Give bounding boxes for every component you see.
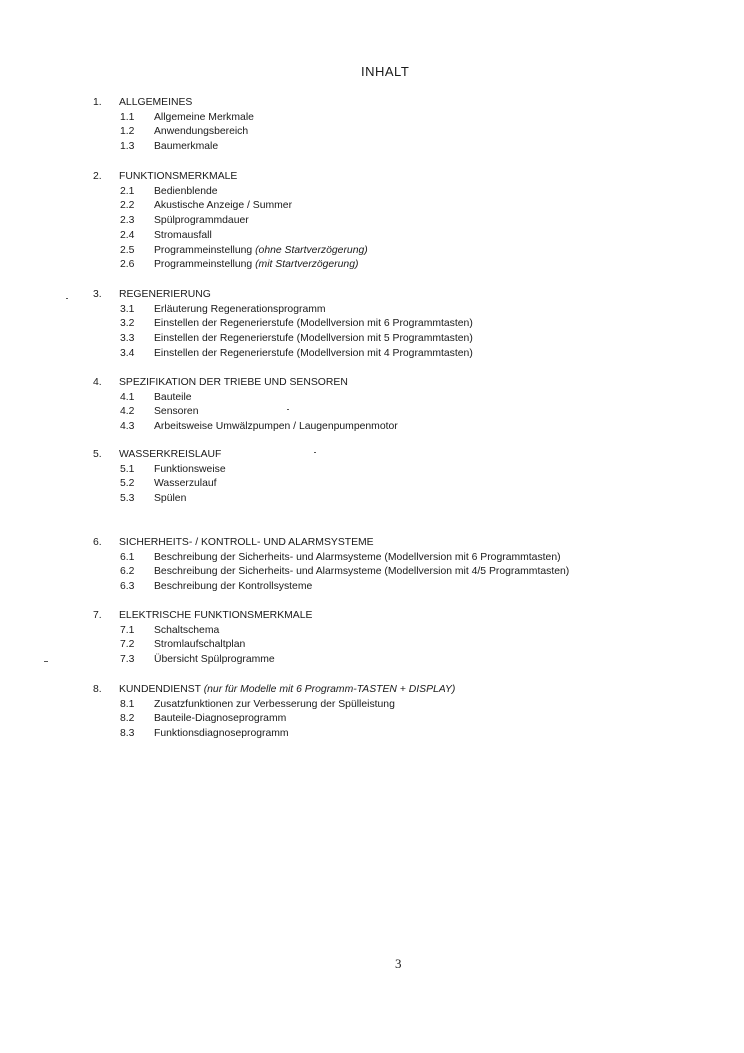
entry-title — [154, 405, 198, 419]
section-title-note: (nur für Modelle mit 6 Programm-TASTEN + DISPLAY) — [203, 684, 456, 695]
entry-title-text: Wasserzulauf — [154, 478, 217, 490]
section-title-text: SPEZIFIKATION DER TRIEBE UND SENSOREN — [119, 377, 348, 388]
scan-speck — [287, 409, 289, 410]
toc-entry — [0, 580, 744, 594]
entry-title — [154, 199, 292, 213]
entry-number: 3.4 — [120, 347, 135, 359]
scan-speck — [44, 661, 48, 662]
entry-title-text: Funktionsdiagnoseprogramm — [154, 728, 289, 740]
entry-title-text: Bauteile-Diagnoseprogramm — [154, 713, 287, 725]
entry-title — [154, 653, 275, 667]
entry-number: 2.6 — [120, 259, 135, 271]
entry-title-text: Bauteile — [154, 391, 192, 403]
entry-number: 7.3 — [120, 654, 135, 666]
entry-title — [154, 303, 326, 317]
entry-number: 4.3 — [120, 421, 135, 433]
section-title-text: ELEKTRISCHE FUNKTIONSMERKMALE — [119, 610, 313, 621]
entry-number: 5.3 — [120, 493, 135, 505]
entry-title-text: Spülen — [154, 493, 187, 505]
page-title: INHALT — [361, 64, 410, 79]
toc-entry — [0, 698, 744, 712]
section-heading — [0, 96, 744, 110]
entry-number: 2.1 — [120, 185, 135, 197]
section-number: 8. — [93, 684, 102, 695]
entry-title-text: Erläuterung Regenerationsprogramm — [154, 303, 326, 315]
entry-number: 1.3 — [120, 141, 135, 153]
entry-title-text: Programmeinstellung — [154, 244, 253, 256]
toc-entry — [0, 214, 744, 228]
entry-title — [154, 185, 218, 199]
toc-entry — [0, 258, 744, 272]
entry-title — [154, 477, 217, 491]
entry-title-text: Anwendungsbereich — [154, 126, 249, 138]
section-number: 6. — [93, 537, 102, 548]
toc-entry — [0, 303, 744, 317]
toc-entry — [0, 653, 744, 667]
entry-title — [154, 420, 398, 434]
entry-title — [154, 111, 254, 125]
entry-title-text: Bedienblende — [154, 185, 218, 197]
toc-entry — [0, 125, 744, 139]
toc-entry — [0, 477, 744, 491]
section-title — [119, 288, 211, 302]
entry-title-note: (mit Startverzögerung) — [255, 259, 359, 271]
entry-number: 5.1 — [120, 463, 135, 475]
entry-title-text: Schaltschema — [154, 624, 220, 636]
entry-title-text: Funktionsweise — [154, 463, 226, 475]
toc-entry — [0, 332, 744, 346]
entry-number: 6.1 — [120, 551, 135, 563]
entry-title-text: Arbeitsweise Umwälzpumpen / Laugenpumpenmotor — [154, 421, 398, 433]
entry-number: 2.4 — [120, 229, 135, 241]
entry-title — [154, 638, 245, 652]
entry-title-text: Übersicht Spülprogramme — [154, 654, 275, 666]
section-title-text: SICHERHEITS- / KONTROLL- UND ALARMSYSTEME — [119, 537, 374, 548]
section-title-text: KUNDENDIENST — [119, 684, 201, 695]
entry-title-text: Stromlaufschaltplan — [154, 639, 246, 651]
scan-speck — [314, 452, 316, 453]
section-title-text: ALLGEMEINES — [119, 97, 193, 108]
toc-entry — [0, 347, 744, 361]
entry-number: 4.1 — [120, 391, 135, 403]
scan-speck — [66, 298, 68, 299]
entry-title-text: Stromausfall — [154, 229, 212, 241]
entry-title — [154, 492, 186, 506]
entry-title — [154, 727, 289, 741]
entry-number: 3.3 — [120, 333, 135, 345]
section-title — [119, 170, 237, 184]
entry-title-text: Einstellen der Regenerierstufe (Modellversion mit 4 Programmtasten) — [154, 347, 473, 359]
entry-title — [154, 317, 473, 331]
entry-number: 6.3 — [120, 581, 135, 593]
toc-entry — [0, 712, 744, 726]
entry-title — [154, 624, 219, 638]
toc-entry — [0, 551, 744, 565]
entry-title — [154, 698, 395, 712]
entry-title — [154, 229, 212, 243]
section-heading — [0, 609, 744, 623]
entry-number: 1.1 — [120, 111, 135, 123]
entry-title — [154, 463, 226, 477]
section-title — [119, 96, 192, 110]
toc-entry — [0, 420, 744, 434]
toc-entry — [0, 463, 744, 477]
toc-entry — [0, 244, 744, 258]
toc-entry — [0, 199, 744, 213]
section-heading — [0, 683, 744, 697]
toc-entry — [0, 391, 744, 405]
section-title — [119, 376, 348, 390]
entry-number: 5.2 — [120, 478, 135, 490]
entry-title — [154, 565, 569, 579]
toc-entry — [0, 111, 744, 125]
toc-entry — [0, 624, 744, 638]
entry-title — [154, 391, 192, 405]
section-number: 7. — [93, 610, 102, 621]
entry-title-text: Einstellen der Regenerierstufe (Modellversion mit 5 Programmtasten) — [154, 333, 473, 345]
section-heading — [0, 288, 744, 302]
toc-entry — [0, 317, 744, 331]
entry-number: 3.2 — [120, 318, 135, 330]
section-title-text: WASSERKREISLAUF — [119, 449, 222, 460]
section-title-text: FUNKTIONSMERKMALE — [119, 171, 238, 182]
entry-number: 2.3 — [120, 215, 135, 227]
toc-entry — [0, 185, 744, 199]
entry-number: 2.5 — [120, 244, 135, 256]
entry-number: 6.2 — [120, 566, 135, 578]
section-number: 2. — [93, 171, 102, 182]
section-title — [119, 683, 455, 697]
entry-title-text: Baumerkmale — [154, 141, 219, 153]
toc-entry — [0, 727, 744, 741]
entry-title-text: Spülprogrammdauer — [154, 215, 249, 227]
entry-number: 4.2 — [120, 406, 135, 418]
entry-title-text: Beschreibung der Sicherheits- und Alarmsysteme (Modellversion mit 4/5 Programmtasten) — [154, 566, 570, 578]
entry-title-text: Einstellen der Regenerierstufe (Modellversion mit 6 Programmtasten) — [154, 318, 473, 330]
toc-entry — [0, 229, 744, 243]
entry-title — [154, 551, 561, 565]
section-title — [119, 448, 221, 462]
entry-number: 2.2 — [120, 200, 135, 212]
section-heading — [0, 376, 744, 390]
section-title-text: REGENERIERUNG — [119, 289, 211, 300]
toc-entry — [0, 405, 744, 419]
section-heading — [0, 536, 744, 550]
entry-number: 7.2 — [120, 639, 135, 651]
section-number: 3. — [93, 289, 102, 300]
entry-title-text: Akustische Anzeige / Summer — [154, 200, 293, 212]
section-heading — [0, 170, 744, 184]
entry-number: 7.1 — [120, 624, 135, 636]
entry-number: 3.1 — [120, 303, 135, 315]
entry-title — [154, 347, 473, 361]
entry-title-text: Beschreibung der Kontrollsysteme — [154, 581, 313, 593]
entry-title — [154, 712, 286, 726]
section-title — [119, 536, 374, 550]
toc-entry — [0, 492, 744, 506]
entry-number: 8.1 — [120, 698, 135, 710]
section-number: 5. — [93, 449, 102, 460]
toc-entry — [0, 638, 744, 652]
entry-number: 8.2 — [120, 713, 135, 725]
section-number: 1. — [93, 97, 102, 108]
entry-title-text: Zusatzfunktionen zur Verbesserung der Spülleistung — [154, 698, 395, 710]
toc-entry — [0, 565, 744, 579]
entry-title-note: (ohne Startverzögerung) — [255, 244, 368, 256]
entry-title-text: Beschreibung der Sicherheits- und Alarmsysteme (Modellversion mit 6 Programmtasten) — [154, 551, 561, 563]
toc-entry — [0, 140, 744, 154]
entry-title — [154, 244, 368, 258]
entry-title — [154, 332, 473, 346]
page-number: 3 — [395, 956, 402, 971]
section-heading — [0, 448, 744, 462]
entry-title-text: Sensoren — [154, 406, 199, 418]
entry-title — [154, 125, 248, 139]
entry-number: 1.2 — [120, 126, 135, 138]
entry-title — [154, 258, 358, 272]
section-number: 4. — [93, 377, 102, 388]
section-title — [119, 609, 312, 623]
entry-title-text: Allgemeine Merkmale — [154, 111, 254, 123]
entry-title — [154, 140, 218, 154]
entry-number: 8.3 — [120, 728, 135, 740]
entry-title — [154, 214, 249, 228]
entry-title-text: Programmeinstellung — [154, 259, 253, 271]
entry-title — [154, 580, 312, 594]
